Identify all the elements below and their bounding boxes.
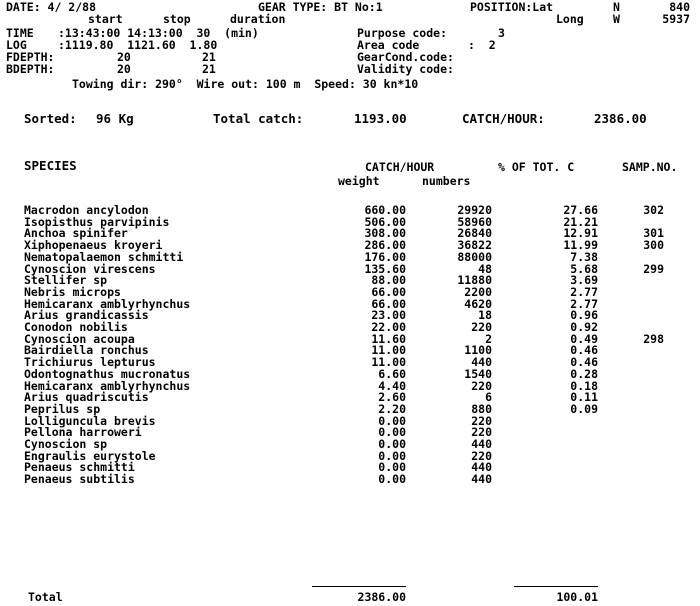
catch-numbers: 58960 — [457, 214, 492, 229]
catch-numbers: 220 — [471, 425, 492, 440]
sample-number: 298 — [643, 331, 664, 346]
percent-of-total: 0.49 — [570, 331, 598, 346]
species-name: Lolliguncula brevis — [24, 413, 156, 428]
catch-numbers: 220 — [471, 448, 492, 463]
fdepth-start: 20 — [117, 50, 131, 64]
catch-weight: 6.60 — [378, 366, 406, 381]
species-name: Bairdiella ronchus — [24, 343, 149, 358]
total-catch-label: Total catch: — [213, 111, 304, 126]
species-name: Nematopalaemon schmitti — [24, 249, 184, 264]
catch-weight: 23.00 — [371, 308, 406, 323]
percent-of-total: 0.18 — [570, 378, 598, 393]
catch-numbers: 29920 — [457, 203, 492, 217]
catch-per-hour-label: CATCH/HOUR: — [462, 111, 545, 126]
catch-weight: 0.00 — [378, 448, 406, 463]
report-date: DATE: 4/ 2/88 — [6, 0, 97, 14]
catch-numbers: 440 — [471, 460, 492, 475]
catch-weight: 88.00 — [371, 273, 406, 288]
percent-of-total: 12.91 — [563, 226, 598, 241]
species-name: Isopisthus parvipinis — [24, 214, 170, 229]
sample-number: 302 — [643, 203, 664, 217]
catch-weight: 0.00 — [378, 460, 406, 475]
bdepth-start: 20 — [117, 62, 131, 76]
species-name: Anchoa spinifer — [24, 226, 128, 241]
catch-numbers: 11880 — [457, 273, 492, 288]
species-name: Trichiurus lepturus — [24, 355, 156, 370]
percent-of-total: 0.46 — [570, 343, 598, 358]
percent-of-total: 2.77 — [570, 284, 598, 299]
numbers-heading: numbers — [422, 174, 471, 188]
catch-numbers: 6 — [485, 390, 492, 405]
catch-weight: 2.60 — [378, 390, 406, 405]
species-name: Stellifer sp — [24, 273, 108, 288]
sorted-value: 96 Kg — [96, 111, 134, 126]
longitude-label: Long — [556, 12, 584, 26]
catch-weight: 506.00 — [364, 214, 406, 229]
longitude-hemisphere: W — [613, 12, 620, 26]
species-name: Pellona harroweri — [24, 425, 142, 440]
catch-numbers: 88000 — [457, 249, 492, 264]
catch-weight: 660.00 — [364, 203, 406, 217]
catch-numbers: 1100 — [464, 343, 492, 358]
area-code-label: Area code — [357, 38, 420, 52]
bdepth-label: BDEPTH: — [6, 62, 55, 76]
area-code-value: : 2 — [468, 38, 496, 52]
longitude-value: 5937 — [662, 12, 690, 26]
species-name: Cynoscion virescens — [24, 261, 156, 276]
catch-numbers: 880 — [471, 401, 492, 416]
total-percent: 100.01 — [556, 590, 598, 604]
total-label: Total — [28, 590, 63, 604]
catch-weight: 11.60 — [371, 331, 406, 346]
catch-weight: 286.00 — [364, 238, 406, 253]
catch-weight: 11.00 — [371, 355, 406, 370]
percent-total-heading: % OF TOT. C — [498, 160, 575, 174]
fdepth-stop: 21 — [202, 50, 216, 64]
catch-weight: 66.00 — [371, 296, 406, 311]
purpose-code-value: 3 — [498, 26, 505, 40]
bdepth-stop: 21 — [202, 62, 216, 76]
species-name: Conodon nobilis — [24, 320, 128, 334]
species-name: Penaeus subtilis — [24, 472, 135, 487]
species-name: Odontognathus mucronatus — [24, 366, 191, 381]
catch-weight: 4.40 — [378, 378, 406, 393]
catch-numbers: 220 — [471, 413, 492, 428]
sorted-label: Sorted: — [24, 111, 77, 126]
catch-per-hour-value: 2386.00 — [594, 111, 647, 126]
catch-weight: 11.00 — [371, 343, 406, 358]
percent-of-total: 0.96 — [570, 308, 598, 323]
percent-of-total: 0.09 — [570, 401, 598, 416]
catch-numbers: 18 — [478, 308, 492, 323]
towing-info: Towing dir: 290° Wire out: 100 m Speed: 30 kn*10 — [72, 77, 419, 91]
total-catch-value: 1193.00 — [354, 111, 407, 126]
time-label: TIME — [6, 26, 34, 40]
log-label: LOG — [6, 38, 27, 52]
catch-weight: 308.00 — [364, 226, 406, 241]
catch-weight: 135.60 — [364, 261, 406, 276]
catch-numbers: 2200 — [464, 284, 492, 299]
species-name: Hemicaranx amblyrhynchus — [24, 378, 191, 393]
catch-numbers: 4620 — [464, 296, 492, 311]
weight-heading: weight — [338, 174, 380, 188]
percent-of-total: 3.69 — [570, 273, 598, 288]
col-stop-heading: stop — [163, 12, 191, 26]
validity-code-label: Validity code: — [357, 62, 454, 76]
percent-of-total: 0.92 — [570, 320, 598, 334]
species-name: Penaeus schmitti — [24, 460, 135, 475]
species-name: Arius grandicassis — [24, 308, 149, 323]
catch-numbers: 26840 — [457, 226, 492, 241]
catch-numbers: 220 — [471, 320, 492, 334]
catch-numbers: 48 — [478, 261, 492, 276]
gear-type: GEAR TYPE: BT No:1 — [258, 0, 383, 14]
sample-number: 300 — [643, 238, 664, 253]
species-name: Cynoscion acoupa — [24, 331, 135, 346]
percent-of-total: 21.21 — [563, 214, 598, 229]
time-values: :13:43:00 14:13:00 30 (min) — [58, 26, 259, 40]
percent-of-total: 11.99 — [563, 238, 598, 253]
log-values: :1119.80 1121.60 1.80 — [58, 38, 218, 52]
percent-of-total: 27.66 — [563, 203, 598, 217]
catch-weight: 0.00 — [378, 472, 406, 487]
catch-numbers: 1540 — [464, 366, 492, 381]
percent-of-total: 7.38 — [570, 249, 598, 264]
catch-numbers: 220 — [471, 378, 492, 393]
latitude-hemisphere: N — [613, 0, 620, 14]
species-name: Macrodon ancylodon — [24, 203, 149, 217]
col-start-heading: start — [88, 12, 123, 26]
catch-numbers: 440 — [471, 437, 492, 451]
latitude-value: 840 — [669, 0, 690, 14]
gear-condition-label: GearCond.code: — [357, 50, 454, 64]
catch-numbers: 440 — [471, 472, 492, 487]
catch-weight: 0.00 — [378, 413, 406, 428]
catch-numbers: 36822 — [457, 238, 492, 253]
species-heading: SPECIES — [24, 158, 77, 173]
position-label: POSITION:Lat — [470, 0, 554, 14]
catch-weight: 176.00 — [364, 249, 406, 264]
catch-numbers: 440 — [471, 355, 492, 370]
catch-per-hour-heading: CATCH/HOUR — [365, 160, 435, 174]
catch-weight: 0.00 — [378, 437, 406, 451]
sample-number: 299 — [643, 261, 664, 276]
col-duration-heading: duration — [230, 12, 286, 26]
species-name: Cynoscion sp — [24, 437, 108, 451]
purpose-code-label: Purpose code: — [357, 26, 448, 40]
catch-weight: 0.00 — [378, 425, 406, 440]
sample-number-heading: SAMP.NO. — [622, 160, 678, 174]
species-name: Peprilus sp — [24, 401, 101, 416]
species-name: Nebris microps — [24, 284, 121, 299]
catch-weight: 2.20 — [378, 401, 406, 416]
weight-total-rule — [312, 586, 406, 587]
species-name: Engraulis eurystole — [24, 448, 156, 463]
percent-of-total: 2.77 — [570, 296, 598, 311]
percent-of-total: 0.46 — [570, 355, 598, 370]
percent-total-rule — [514, 586, 598, 587]
percent-of-total: 0.11 — [570, 390, 598, 405]
sample-number: 301 — [643, 226, 664, 241]
total-weight: 2386.00 — [357, 590, 406, 604]
species-name: Xiphopenaeus kroyeri — [24, 238, 163, 253]
species-name: Arius quadriscutis — [24, 390, 149, 405]
percent-of-total: 5.68 — [570, 261, 598, 276]
catch-weight: 22.00 — [371, 320, 406, 334]
percent-of-total: 0.28 — [570, 366, 598, 381]
catch-numbers: 2 — [485, 331, 492, 346]
species-name: Hemicaranx amblyrhynchus — [24, 296, 191, 311]
catch-weight: 66.00 — [371, 284, 406, 299]
fdepth-label: FDEPTH: — [6, 50, 55, 64]
